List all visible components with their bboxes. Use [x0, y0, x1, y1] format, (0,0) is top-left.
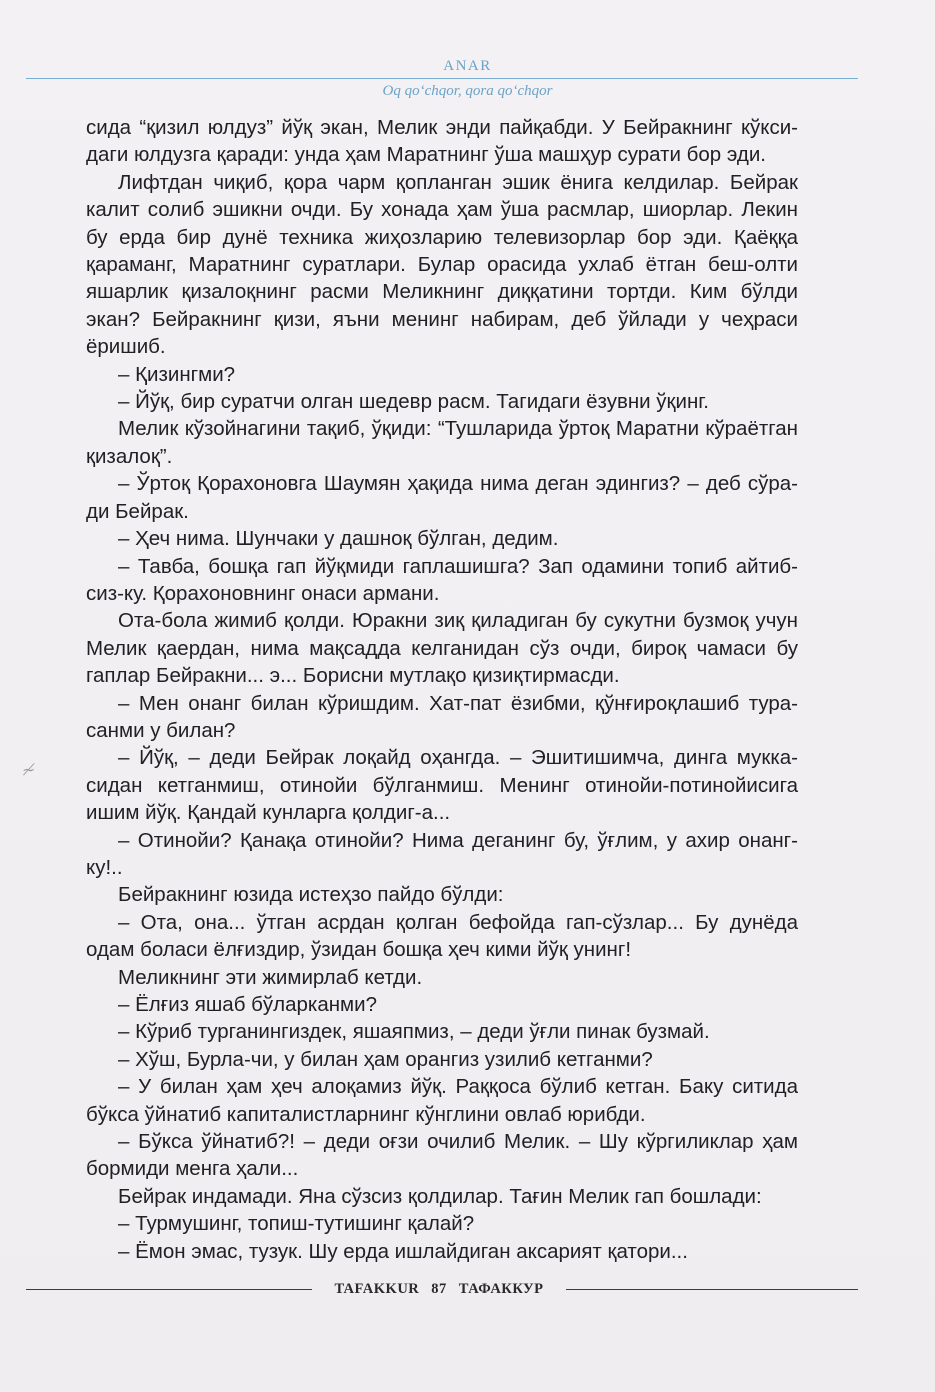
header-rule: [26, 78, 858, 79]
body-text: [86, 114, 798, 1265]
paragraph: – У билан ҳам ҳеч алоқамиз йўқ. Раққоса бўлиб кетган. Баку ситида бўкса ўйнатиб капиталистларнинг кўнглини овлаб юрибди.: [86, 1075, 798, 1126]
paragraph: – Ҳеч нима. Шунчаки у дашноқ бўлган, дедим.: [118, 527, 559, 551]
page-number: 87: [431, 1281, 447, 1297]
paragraph: – Йўқ, – деди Бейрак лоқайд оҳангда. – Эшитишимча, динга муккасидан кетганмиш, отинойи бўлганмиш. Менинг отинойи-потинойисига ишим йўқ. Қандай кунларга қолдиг-а...: [86, 746, 798, 825]
paragraph: – Кўриб турганингиздек, яшаяпмиз, – деди ўғли пинак бузмай.: [118, 1020, 710, 1044]
paragraph: – Отинойи? Қанақа отинойи? Нима деганинг бу, ўғлим, у ахир онанг-ку!..: [86, 828, 798, 879]
running-header: [0, 56, 935, 76]
paragraph: – Йўқ, бир суратчи олган шедевр расм. Тагидаги ёзувни ўқинг.: [118, 390, 709, 414]
paragraph: Бейрак индамади. Яна сўзсиз қолдилар. Тағин Мелик гап бошлади:: [118, 1184, 762, 1208]
paragraph: Меликнинг эти жимирлаб кетди.: [118, 965, 423, 989]
footer-rule-right: [566, 1289, 858, 1290]
header-subtitle: Oq qo‘chqor, qora qo‘chqor: [382, 83, 553, 99]
page-footer: [0, 1278, 935, 1302]
paragraph: – Мен онанг билан кўришдим. Хат-пат ёзибми, қўнғироқлашиб турасанми у билан?: [86, 691, 798, 742]
paragraph: – Ёлғиз яшаб бўларканми?: [118, 993, 377, 1016]
header-author: ANAR: [443, 58, 492, 74]
paragraph: – Қизингми?: [118, 362, 236, 386]
paragraph: Лифтдан чиқиб, қора чарм қопланган эшик ёнига келдилар. Бейрак калит солиб эшикни очди. Бу хонада ҳам ўша расмлар, шиорлар. Лекин бу ерда бир дунё техника жиҳозларию телевизорлар бор эди. Қаёққа қараманг, Маратнинг суратлари. Булар орасида ухлаб ётган беш-олти яшарлик қизалоқнинг расми Меликнинг диққатини тортди. Ким бўлди экан? Бейракнинг қизи, яъни менинг набирам, деб ўйлади у чеҳраси ёришиб.: [86, 170, 798, 359]
paragraph: – Турмушинг, топиш-тутишинг қалай?: [118, 1212, 475, 1236]
footer-text: [312, 1278, 566, 1300]
paragraph: – Хўш, Бурла-чи, у билан ҳам орангиз узилиб кетганми?: [118, 1047, 653, 1071]
footer-left-label: TAFAKKUR: [334, 1281, 420, 1297]
footer-rule-left: [26, 1289, 312, 1290]
margin-mark: ≁: [22, 762, 36, 779]
paragraph: Мелик кўзойнагини тақиб, ўқиди: “Тушларида ўртоқ Маратни кўраётган қизалоқ”.: [86, 417, 798, 468]
paragraph: сида “қизил юлдуз” йўқ экан, Мелик энди пайқабди. У Бейракнинг кўксидаги юлдузга қаради: унда ҳам Маратнинг ўша машҳур сурати бор эди.: [86, 116, 798, 167]
paragraph: – Бўкса ўйнатиб?! – деди оғзи очилиб Мелик. – Шу кўргиликлар ҳам бормиди менга ҳали...: [86, 1130, 798, 1181]
paragraph: – Ўртоқ Қорахоновга Шаумян ҳақида нима деган эдингиз? – деб сўради Бейрак.: [86, 472, 798, 523]
footer-right-label: ТАФАККУР: [458, 1281, 544, 1297]
paragraph: – Ота, она... ўтган асрдан қолган бефойда гап-сўзлар... Бу дунёда одам боласи ёлғиздир, ўзидан бошқа ҳеч кими йўқ унинг!: [86, 910, 798, 962]
paragraph: Ота-бола жимиб қолди. Юракни зиқ қиладиган бу сукутни бузмоқ учун Мелик қаердан, нима мақсадда келганидан сўз очди, бироқ чамаси бу гаплар Бейракни... э... Борисни мутлақо қизиқтирмасди.: [86, 609, 798, 688]
paragraph: Бейракнинг юзида истеҳзо пайдо бўлди:: [118, 883, 504, 907]
paragraph: – Тавба, бошқа гап йўқмиди гаплашишга? Зап одамини топиб айтибсиз-ку. Қорахоновнинг онаси армани.: [86, 554, 798, 605]
paragraph: – Ёмон эмас, тузук. Шу ерда ишлайдиган аксарият қатори...: [118, 1239, 688, 1263]
